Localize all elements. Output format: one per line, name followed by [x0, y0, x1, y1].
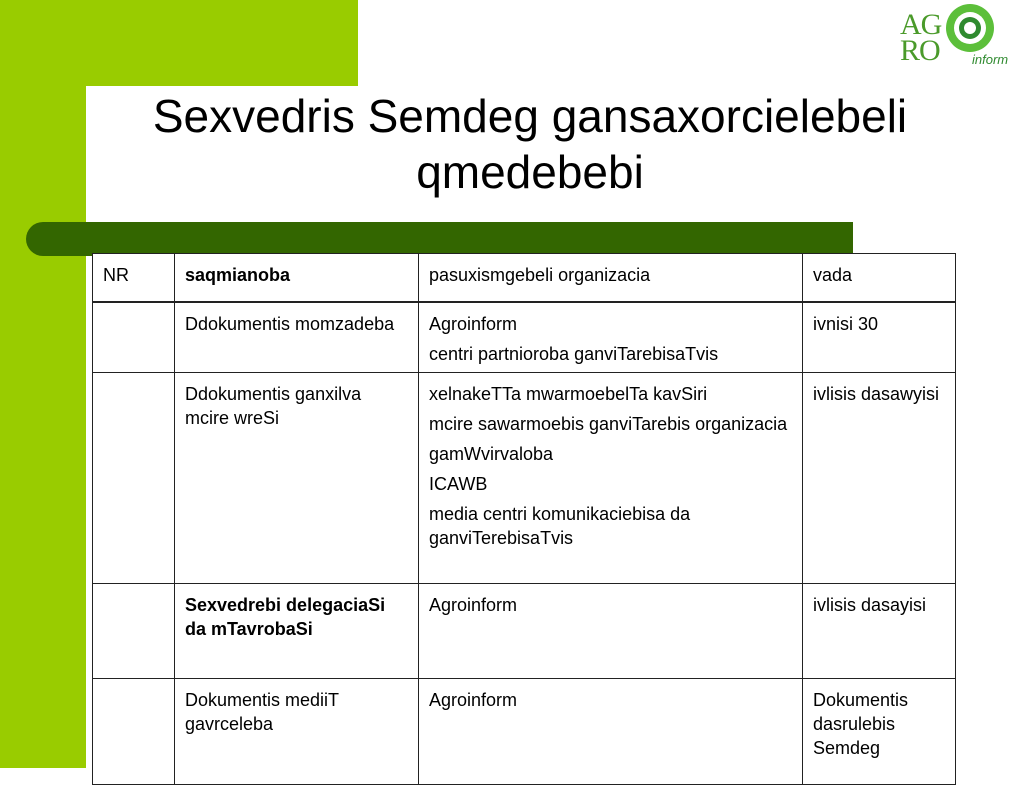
table-row [93, 679, 956, 785]
header-deadline: vada [803, 254, 956, 303]
responsible-org: Agroinform [429, 690, 518, 710]
header-activity: saqmianoba [175, 254, 419, 303]
table-row [93, 373, 956, 584]
cell-responsible [419, 373, 803, 584]
cell-nr [93, 679, 175, 785]
cell-deadline: ivlisis dasawyisi [803, 373, 956, 584]
cell-nr [93, 302, 175, 373]
agroinform-logo [896, 0, 1024, 72]
cell-responsible [419, 679, 803, 785]
table-row [93, 584, 956, 679]
cell-activity: Ddokumentis ganxilva mcire wreSi [175, 373, 419, 584]
cell-responsible [419, 302, 803, 373]
cell-responsible [419, 584, 803, 679]
decorative-left-band [0, 0, 86, 768]
sunflower-icon [944, 2, 996, 54]
responsible-org: media centri komunikaciebisa da ganviTerebisaTvis [429, 504, 691, 548]
slide-title: Sexvedris Semdeg gansaxorcielebeli qmedebebi [152, 90, 908, 198]
cell-deadline: Dokumentis dasrulebis Semdeg [803, 679, 956, 785]
responsible-org: gamWvirvaloba [429, 444, 554, 464]
cell-deadline: ivlisis dasayisi [803, 584, 956, 679]
responsible-org: ICAWB [429, 474, 488, 494]
cell-nr [93, 373, 175, 584]
responsible-org: Agroinform [429, 595, 518, 615]
header-nr: NR [93, 254, 175, 303]
cell-deadline: ivnisi 30 [803, 302, 956, 373]
logo-text-line1: AG [900, 8, 942, 41]
header-responsible: pasuxismgebeli organizacia [419, 254, 803, 303]
responsible-org: xelnakeTTa mwarmoebelTa kavSiri [429, 384, 708, 404]
responsible-org: mcire sawarmoebis ganviTarebis organizacia [429, 414, 788, 434]
cell-nr [93, 584, 175, 679]
decorative-title-underline-bar [26, 222, 853, 256]
cell-activity: Sexvedrebi delegaciaSi da mTavrobaSi [175, 584, 419, 679]
logo-tagline: inform [972, 52, 1009, 67]
cell-activity: Ddokumentis momzadeba [175, 302, 419, 373]
action-plan-table [92, 253, 956, 785]
table-header-row [93, 254, 956, 303]
responsible-org: Agroinform [429, 314, 518, 334]
decorative-top-band [86, 0, 358, 86]
table-row [93, 302, 956, 373]
responsible-org: centri partnioroba ganviTarebisaTvis [429, 344, 719, 364]
logo-text-line2: RO [900, 34, 940, 67]
cell-activity: Dokumentis mediiT gavrceleba [175, 679, 419, 785]
